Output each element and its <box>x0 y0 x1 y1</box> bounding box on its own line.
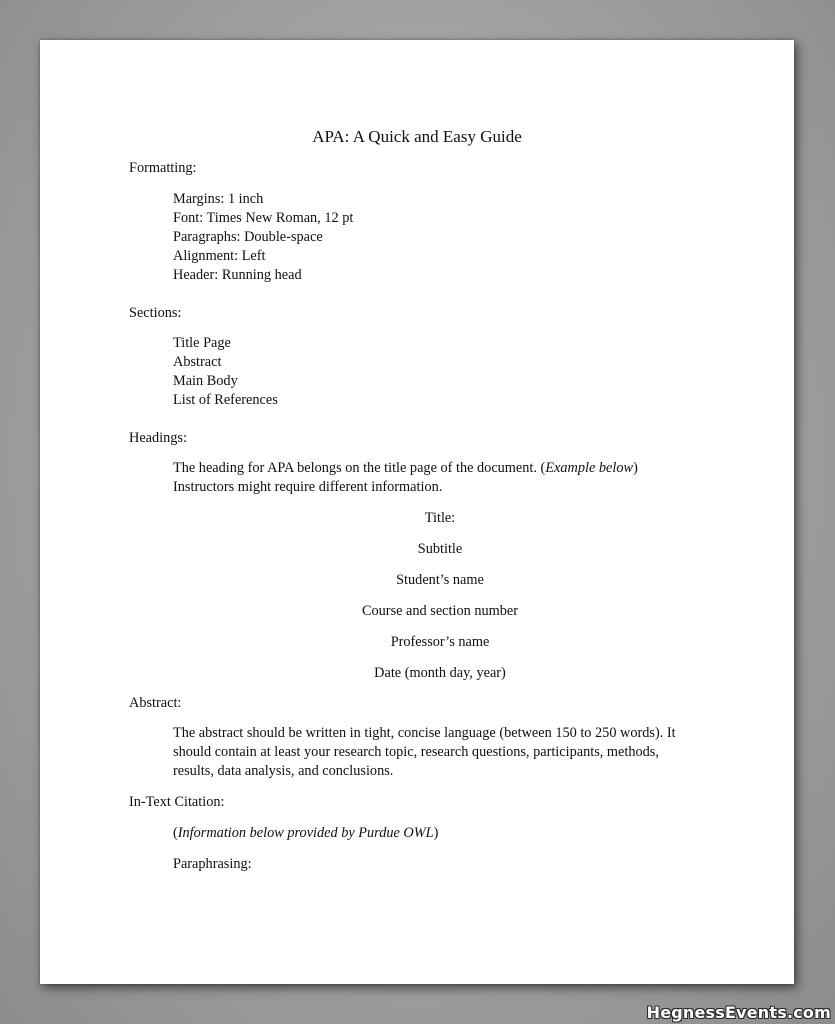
headings-text: The heading for APA belongs on the title page of the document. ( <box>173 460 546 476</box>
formatting-item: Margins: 1 inch <box>173 191 264 207</box>
document-page <box>40 40 794 984</box>
formatting-item: Font: Times New Roman, 12 pt <box>173 210 354 226</box>
sections-item: Abstract <box>173 354 222 370</box>
formatting-heading: Formatting: <box>129 160 197 176</box>
formatting-item: Header: Running head <box>173 267 302 283</box>
headings-example-note: Example below <box>545 460 634 476</box>
headings-text-close: ) <box>633 460 638 476</box>
watermark: HegnessEvents.com <box>646 1003 831 1022</box>
abstract-heading: Abstract: <box>129 695 182 711</box>
sections-item: List of References <box>173 392 278 408</box>
abstract-line: results, data analysis, and conclusions. <box>173 763 394 779</box>
example-course: Course and section number <box>361 603 519 619</box>
example-student-name: Student’s name <box>396 572 484 588</box>
citation-heading: In-Text Citation: <box>129 794 225 810</box>
abstract-line: should contain at least your research topic, research questions, participants, methods, <box>173 744 659 760</box>
example-professor: Professor’s name <box>390 634 490 650</box>
sections-item: Main Body <box>173 373 238 389</box>
sections-item: Title Page <box>173 335 231 351</box>
headings-paragraph-line: Instructors might require different information. <box>173 479 443 495</box>
paraphrasing-heading: Paraphrasing: <box>173 856 252 872</box>
formatting-item: Alignment: Left <box>173 248 266 264</box>
example-date: Date (month day, year) <box>374 665 506 681</box>
sections-heading: Sections: <box>129 305 182 321</box>
citation-note <box>173 824 438 843</box>
example-title: Title: <box>424 510 456 526</box>
citation-note-close: ) <box>433 825 439 841</box>
headings-paragraph-line <box>173 459 638 478</box>
document-title: APA: A Quick and Easy Guide <box>312 127 522 146</box>
example-subtitle: Subtitle <box>417 541 463 557</box>
formatting-item: Paragraphs: Double-space <box>173 229 323 245</box>
citation-note-open: ( <box>173 825 178 841</box>
abstract-line: The abstract should be written in tight, concise language (between 150 to 250 words). It <box>173 725 676 741</box>
citation-note-text: Information below provided by Purdue OWL <box>177 825 434 841</box>
headings-heading: Headings: <box>129 430 187 446</box>
